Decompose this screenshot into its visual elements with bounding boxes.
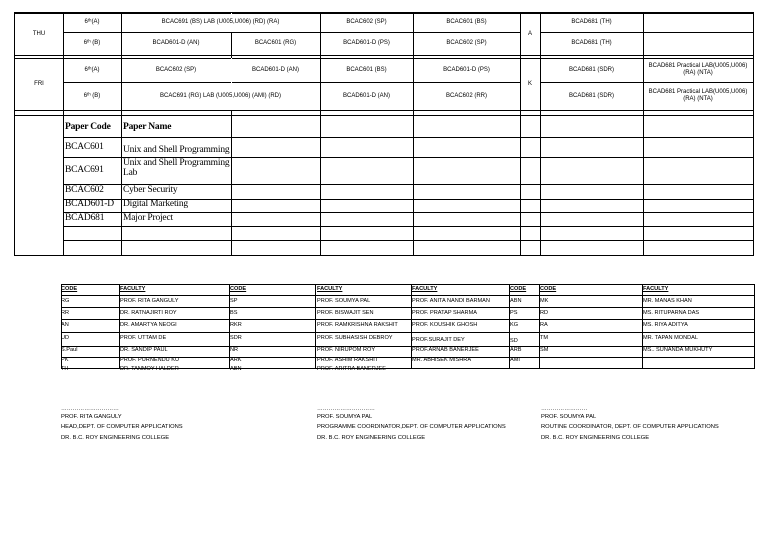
faculty-name: PROF. PURNENDU KU <box>120 357 180 363</box>
signatory-org: DR. B.C. ROY ENGINEERING COLLEGE <box>317 435 426 441</box>
faculty-code: SD <box>510 338 518 344</box>
faculty-code: ARK <box>230 357 242 363</box>
faculty-code: AN <box>61 322 69 328</box>
faculty-code: PK <box>61 357 69 363</box>
faculty-name: PROF. RITA GANGULY <box>120 298 179 304</box>
signature-line: ………………………… <box>317 406 375 412</box>
paper-name: Cyber Security <box>123 185 178 195</box>
signatory-name: PROF. RITA GANGULY <box>61 414 122 420</box>
class-cell: BCAD681 (SDR) <box>568 66 614 73</box>
class-cell: BCAD601-D (AN) <box>152 40 200 47</box>
faculty-name: PROF.ARNAB BANERJEE <box>412 347 479 353</box>
faculty-code: TH <box>61 366 69 372</box>
class-cell: BCAD681 (TH) <box>571 19 612 26</box>
faculty-code: SDR <box>230 335 242 341</box>
faculty-code: RG <box>61 298 70 304</box>
paper-code: BCAC601 <box>65 142 104 152</box>
faculty-code: RD <box>540 310 549 316</box>
faculty-name: PROF. RAMKRISHNA RAKSHIT <box>317 322 398 328</box>
class-cell: BCAC602 (SP) <box>446 40 487 47</box>
faculty-code: AMI <box>510 357 520 363</box>
day-thu: THU <box>32 30 46 37</box>
faculty-name: PROF. SOUMYA PAL <box>317 298 371 304</box>
faculty-name: PROF.SURAJIT DEY <box>412 337 465 343</box>
faculty-table <box>61 284 754 370</box>
faculty-name: PROF. NIRUPOM ROY <box>317 347 376 353</box>
faculty-code: PS <box>510 310 518 316</box>
faculty-name: PROF. KOUSHIK GHOSH <box>412 322 478 328</box>
class-cell: BCAD601-D (AN) <box>342 92 390 99</box>
faculty-name: MS. RITUPARNA DAS <box>643 310 700 316</box>
class-cell: BCAC601 (BS) <box>446 19 487 26</box>
section-label: 6ᵗʰ(A) <box>84 66 100 73</box>
paper-name: Major Project <box>123 213 173 223</box>
faculty-name: MS. RIYA ADITYA <box>643 322 688 328</box>
faculty-header: FACULTY <box>120 286 146 292</box>
faculty-code: ABN <box>230 366 242 372</box>
faculty-name: DR. AMARTYA NEOGI <box>120 322 177 328</box>
paper-code: BCAC691 <box>65 165 104 175</box>
code-header: CODE <box>61 286 78 292</box>
faculty-name: DR. SANDIP PAUL <box>120 347 168 353</box>
signature-line: …………………… <box>541 406 588 412</box>
class-cell: BCAC602 (SP) <box>155 66 197 73</box>
faculty-code: SM <box>540 347 549 353</box>
faculty-code: S.Paul <box>61 347 78 353</box>
signatory-name: PROF. SOUMYA PAL <box>541 414 597 420</box>
faculty-header: FACULTY <box>643 286 669 292</box>
signature-line: ………………………… <box>61 406 119 412</box>
faculty-code: ABN <box>510 298 522 304</box>
faculty-code: RR <box>61 310 70 316</box>
faculty-name: PROF. BISWAJIT SEN <box>317 310 374 316</box>
faculty-name: MR. MANAS KHAN <box>643 298 692 304</box>
class-cell: BCAC602 (RR) <box>445 92 487 99</box>
signatory-role: ROUTINE COORDINATOR, DEPT. OF COMPUTER APPLICATIONS <box>541 424 719 430</box>
class-cell: BCAD601-D (PS) <box>443 66 490 73</box>
section-label: 6ᵗʰ(A) <box>84 19 100 26</box>
class-cell: BCAD681 Practical LAB(U005,U006) (RA) (NTA) <box>648 89 748 102</box>
signatory-org: DR. B.C. ROY ENGINEERING COLLEGE <box>61 435 170 441</box>
paper-name: Digital Marketing <box>123 199 188 209</box>
faculty-code: KG <box>510 322 519 328</box>
class-cell: BCAC691 (BS) LAB (U005,U006) (RD) (RA) <box>161 19 280 26</box>
paper-code-header: Paper Code <box>65 122 111 132</box>
section-label: 6ᵗʰ (B) <box>83 92 101 99</box>
faculty-code: BS <box>230 310 238 316</box>
faculty-code: UD <box>61 335 70 341</box>
signatory-org: DR. B.C. ROY ENGINEERING COLLEGE <box>541 435 650 441</box>
day-fri: FRI <box>34 80 44 87</box>
faculty-code: SP <box>230 298 238 304</box>
signatory-role: HEAD,DEPT. OF COMPUTER APPLICATIONS <box>61 424 183 430</box>
faculty-name: DR. RATNAJIRTI ROY <box>120 310 177 316</box>
code-header: CODE <box>540 286 557 292</box>
faculty-name: PROF. ASHIM RAKSHIT <box>317 357 379 363</box>
timetable <box>14 12 754 256</box>
class-cell: BCAD681 Practical LAB(U005,U006) (RA) (NTA) <box>648 63 748 76</box>
break-label: K <box>527 80 532 87</box>
class-cell: BCAC601 (RG) <box>254 40 297 47</box>
faculty-header: FACULTY <box>412 286 438 292</box>
faculty-header: FACULTY <box>317 286 343 292</box>
class-cell: BCAD601-D (AN) <box>251 66 299 73</box>
faculty-code: NR <box>230 347 239 353</box>
class-cell: BCAC691 (RG) LAB (U005,U006) (AMI) (RD) <box>159 92 282 99</box>
class-cell: BCAC601 (BS) <box>346 66 387 73</box>
faculty-code: ARB <box>510 347 522 353</box>
code-header: CODE <box>510 286 527 292</box>
faculty-name: PROF. PRATAP SHARMA <box>412 310 477 316</box>
faculty-name: PROF. ARITRA BANERJEE <box>317 366 387 372</box>
faculty-name: PROF. ANITA NANDI BARMAN <box>412 298 490 304</box>
faculty-name: PROF. UTTAM DE <box>120 335 167 341</box>
section-label: 6ᵗʰ (B) <box>83 40 101 47</box>
class-cell: BCAC602 (SP) <box>346 19 387 26</box>
signatory-role: PROGRAMME COORDINATOR,DEPT. OF COMPUTER APPLICATIONS <box>317 424 506 430</box>
faculty-name: MR. TAPAN MONDAL <box>643 335 699 341</box>
paper-code: BCAD681 <box>65 213 105 223</box>
faculty-name: MR. ABHISEK MISHRA <box>412 357 472 363</box>
faculty-code: MK <box>540 298 549 304</box>
paper-code: BCAC602 <box>65 185 104 195</box>
faculty-code: RA <box>540 322 548 328</box>
class-cell: BCAD681 (TH) <box>571 40 612 47</box>
class-cell: BCAD601-D (PS) <box>343 40 390 47</box>
signatory-name: PROF. SOUMYA PAL <box>317 414 373 420</box>
paper-code: BCAD601-D <box>65 199 114 209</box>
paper-name: Unix and Shell Programming <box>123 145 230 155</box>
class-cell: BCAD681 (SDR) <box>568 92 614 99</box>
break-label: A <box>527 30 532 37</box>
faculty-name: DR. TANMOY HALDER <box>120 366 179 372</box>
faculty-code: RKR <box>230 322 242 328</box>
paper-name-header: Paper Name <box>123 122 172 132</box>
code-header: CODE <box>230 286 247 292</box>
faculty-code: TM <box>540 335 549 341</box>
faculty-name: MS.. SUNANDA MUKHUTY <box>643 347 713 353</box>
faculty-name: PROF. SUBHASISH DEBROY <box>317 335 393 341</box>
paper-name: Unix and Shell Programming Lab <box>123 158 230 178</box>
